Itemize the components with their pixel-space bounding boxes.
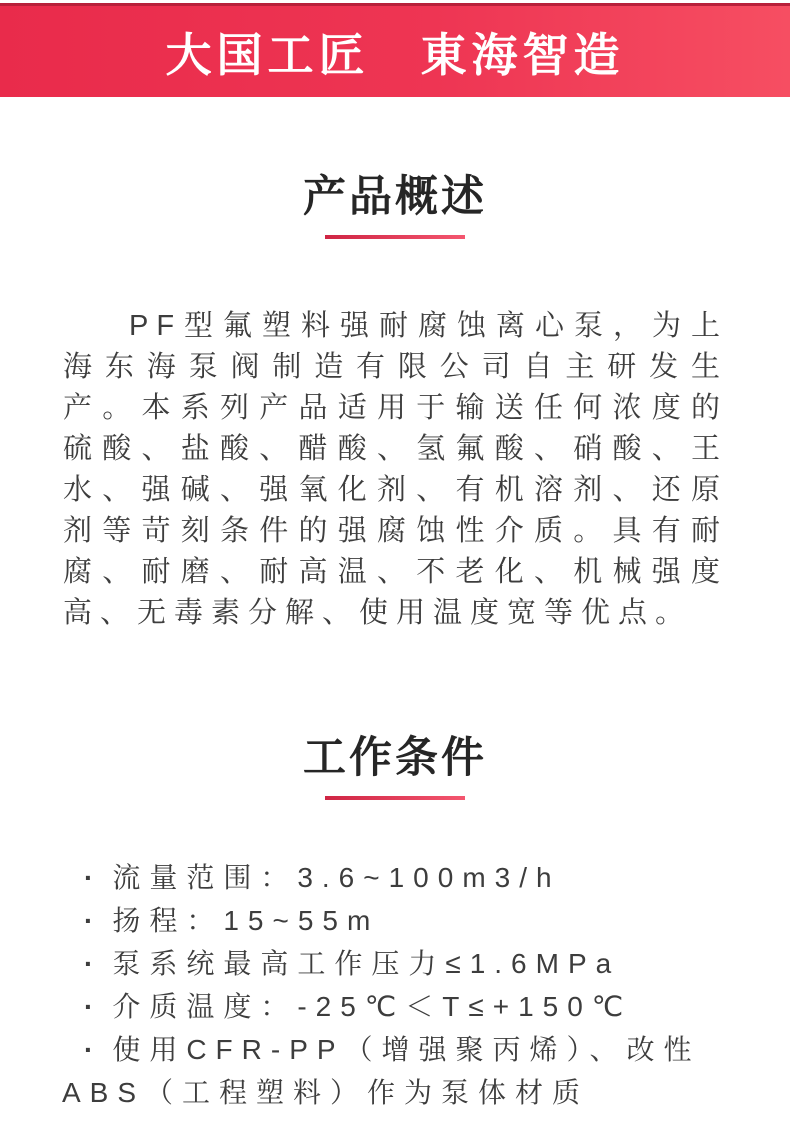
overview-section-title: 产品概述 [303,173,487,221]
condition-text: 泵系统最高工作压力≤1.6MPa [112,948,621,979]
overview-paragraph: PF型氟塑料强耐腐蚀离心泵，为上海东海泵阀制造有限公司自主研发生产。本系列产品适用于输送任何浓度的硫酸、盐酸、醋酸、氢氟酸、硝酸、王水、强碱、强氧化剂、有机溶剂、还原剂等苛刻条件的强腐蚀性介质。具有耐腐、耐磨、耐高温、不老化、机械强度高、无毒素分解、使用温度宽等优点。 [63,310,728,629]
condition-item [62,942,732,985]
overview-heading-underline [325,235,465,239]
conditions-section [0,734,790,1114]
condition-item [62,856,732,899]
bullet-marker: · [84,1034,103,1065]
brand-banner [0,3,790,97]
bullet-marker: · [84,991,103,1022]
conditions-list [62,856,732,1114]
condition-text: 扬程：15~55m [112,905,380,936]
brand-banner-title: 大国工匠 東海智造 [165,28,625,81]
conditions-section-title: 工作条件 [303,734,487,782]
conditions-heading-underline [325,796,465,800]
bullet-marker: · [84,905,103,936]
condition-text: 介质温度：-25℃＜T≤+150℃ [112,991,633,1022]
bullet-marker: · [84,862,103,893]
condition-text: 流量范围：3.6~100m3/h [112,862,561,893]
overview-section [0,173,790,634]
condition-item [62,985,732,1028]
condition-item [62,1028,732,1114]
condition-item [62,899,732,942]
bullet-marker: · [84,948,103,979]
condition-text: 使用CFR-PP（增强聚丙烯）、改性ABS（工程塑料）作为泵体材质 [62,1034,701,1108]
